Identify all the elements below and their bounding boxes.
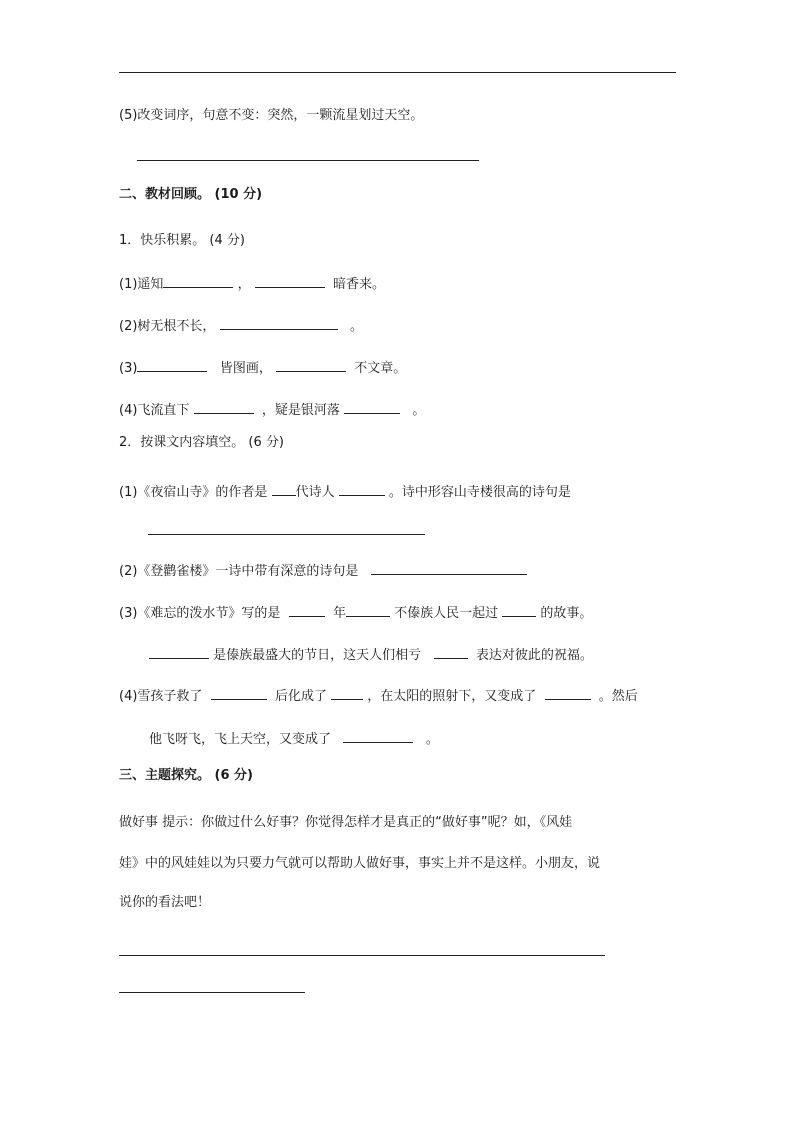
q1-title: 1．快乐积累。 (4 分) bbox=[119, 233, 245, 248]
blank bbox=[220, 316, 338, 330]
blank bbox=[344, 400, 400, 414]
text: 。然后 bbox=[598, 689, 638, 704]
text: 暗香来。 bbox=[332, 277, 385, 292]
q2-item-4-cont bbox=[149, 729, 439, 748]
text: (3)《难忘的泼水节》写的是 bbox=[119, 606, 281, 621]
text: 皆图画， bbox=[219, 361, 272, 376]
q1-item-2 bbox=[119, 316, 363, 335]
blank bbox=[289, 603, 325, 617]
section-3-title: 三、主题探究。 (6 分) bbox=[119, 768, 253, 783]
prompt-line-1: 做好事 提示：你做过什么好事？你觉得怎样才是真正的“做好事”呢？如，《风娃 bbox=[119, 815, 573, 830]
q2-item-4 bbox=[119, 686, 638, 705]
prompt-line-2: 娃》中的风娃娃以为只要力气就可以帮助人做好事，事实上并不是这样。小朋友，说 bbox=[119, 856, 601, 871]
answer-line bbox=[119, 955, 605, 956]
text: (2)《登鹳雀楼》一诗中带有深意的诗句是 bbox=[119, 564, 359, 579]
text: 。 bbox=[349, 319, 363, 334]
q2-item-1 bbox=[119, 482, 571, 501]
blank bbox=[272, 482, 296, 496]
text: (1)遥知 bbox=[119, 277, 164, 292]
q1-item-3 bbox=[119, 358, 406, 377]
text: (1)《夜宿山寺》的作者是 bbox=[119, 485, 268, 500]
text: ，疑是银河落 bbox=[261, 403, 340, 418]
text: 代诗人 bbox=[295, 485, 335, 500]
answer-line bbox=[119, 992, 305, 993]
text: ， bbox=[237, 277, 251, 292]
question-5: (5)改变词序，句意不变：突然，一颗流星划过天空。 bbox=[119, 108, 424, 123]
blank bbox=[343, 729, 413, 743]
answer-line bbox=[137, 160, 479, 161]
blank bbox=[255, 274, 325, 288]
text: 的故事。 bbox=[540, 606, 593, 621]
blank bbox=[331, 686, 363, 700]
blank bbox=[346, 603, 390, 617]
q1-item-4 bbox=[119, 400, 425, 419]
answer-line bbox=[148, 534, 425, 535]
text: 不傣族人民一起过 bbox=[394, 606, 499, 621]
prompt-line-3: 说你的看法吧！ bbox=[119, 895, 211, 910]
text: ，在太阳的照射下，又变成了 bbox=[367, 689, 537, 704]
q2-item-3 bbox=[119, 603, 592, 622]
blank bbox=[211, 686, 267, 700]
text: 不文章。 bbox=[354, 361, 407, 376]
q2-title: 2．按课文内容填空。 (6 分) bbox=[119, 435, 284, 450]
text: 。 bbox=[425, 732, 439, 747]
section-2-title: 二、教材回顾。 (10 分) bbox=[119, 187, 263, 202]
text: 。诗中形容山寺楼很高的诗句是 bbox=[388, 485, 571, 500]
text: 他飞呀飞，飞上天空，又变成了 bbox=[149, 732, 332, 747]
q2-item-2 bbox=[119, 561, 527, 580]
text: 年 bbox=[332, 606, 346, 621]
blank bbox=[276, 358, 346, 372]
text: 表达对彼此的祝福。 bbox=[475, 648, 593, 663]
text: (4)飞流直下 bbox=[119, 403, 190, 418]
text: (4)雪孩子救了 bbox=[119, 689, 203, 704]
text: 。 bbox=[412, 403, 426, 418]
blank bbox=[371, 561, 527, 575]
text: 后化成了 bbox=[274, 689, 327, 704]
text: (2)树无根不长， bbox=[119, 319, 216, 334]
q2-item-3-cont bbox=[149, 645, 593, 664]
blank bbox=[434, 645, 468, 659]
blank bbox=[339, 482, 385, 496]
text: (3) bbox=[119, 361, 138, 376]
blank bbox=[149, 645, 209, 659]
blank bbox=[545, 686, 591, 700]
q1-item-1 bbox=[119, 274, 385, 293]
blank bbox=[163, 274, 233, 288]
text: 是傣族最盛大的节日，这天人们相亏 bbox=[213, 648, 422, 663]
blank bbox=[137, 358, 207, 372]
blank bbox=[502, 603, 536, 617]
blank bbox=[194, 400, 254, 414]
top-rule bbox=[119, 72, 676, 73]
